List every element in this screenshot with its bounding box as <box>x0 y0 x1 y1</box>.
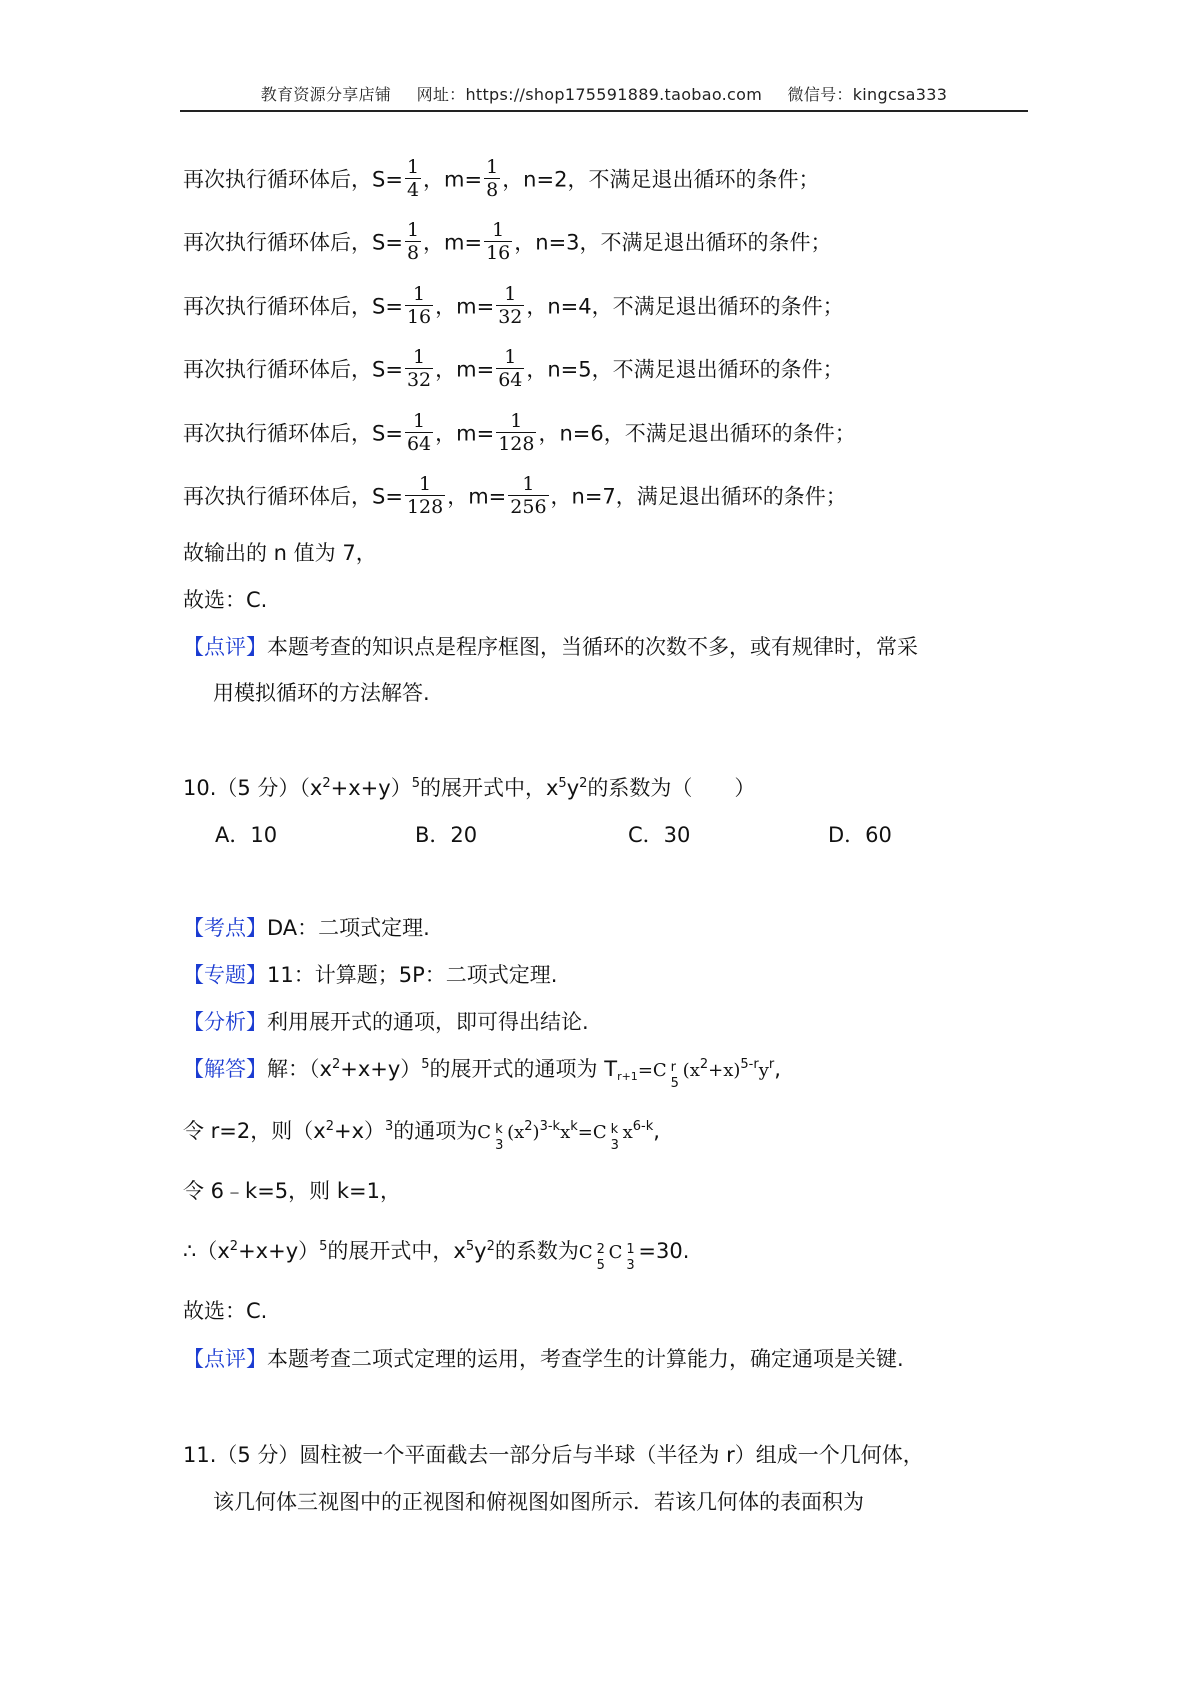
s-fraction: $\frac{1}{64}$ <box>406 410 432 455</box>
loop-step: 再次执行循环体后，S= $\frac{1}{128}$ ，m= $\frac{1}{256}$ ，n=7，满足退出循环的条件； <box>183 473 847 518</box>
option-d[interactable]: D．60 <box>828 823 892 847</box>
jieda: 【解答】解：$(x^2+x+y)^5$的展开式的通项为 Tr+1=C r 5 $(x^2+x)^{5-r}y^r$, <box>183 1057 781 1091</box>
loop-step: 再次执行循环体后，S= $\frac{1}{8}$ ，m= $\frac{1}{16}$ ，n=3，不满足退出循环的条件； <box>183 219 832 264</box>
q10-stem: 10.（5 分）$(x^2+x+y)^5$的展开式中，$x^5y^2$的系数为（ ） <box>183 776 756 800</box>
loop-step: 再次执行循环体后，S= $\frac{1}{16}$ ，m= $\frac{1}{32}$ ，n=4，不满足退出循环的条件； <box>183 283 844 328</box>
option-b[interactable]: B．20 <box>415 823 478 847</box>
option-a[interactable]: A．10 <box>215 823 278 847</box>
step-3: 令 6﹣k=5，则 k=1， <box>183 1179 401 1203</box>
s-fraction: $\frac{1}{128}$ <box>406 473 444 518</box>
q9-choice: 故选：C. <box>183 588 268 612</box>
loop-step: 再次执行循环体后，S= $\frac{1}{64}$ ，m= $\frac{1}{128}$ ，n=6，不满足退出循环的条件； <box>183 410 856 455</box>
step-2: 令 r=2，则$(x^2+x)^3$的通项为C k 3 $(x^2)^{3-k}x^k=C$ k 3 $x^{6-k}$, <box>183 1119 660 1153</box>
wechat-id: 微信号：kingcsa333 <box>787 85 948 104</box>
m-fraction: $\frac{1}{64}$ <box>498 346 523 391</box>
q9-output: 故输出的 n 值为 7， <box>183 541 377 565</box>
m-fraction: $\frac{1}{8}$ <box>486 156 499 201</box>
q9-review <box>183 632 918 662</box>
review-text: 本题考查的知识点是程序框图，当循环的次数不多，或有规律时，常采 <box>267 635 918 659</box>
kaodian: 【考点】DA：二项式定理. <box>183 916 430 940</box>
zhuanti: 【专题】11：计算题；5P：二项式定理. <box>183 963 558 987</box>
s-fraction: $\frac{1}{4}$ <box>406 156 420 201</box>
loop-step: 再次执行循环体后，S= $\frac{1}{32}$ ，m= $\frac{1}{64}$ ，n=5，不满足退出循环的条件； <box>183 346 844 391</box>
q9-review-cont: 用模拟循环的方法解答. <box>213 681 430 705</box>
review-tag: 【点评】 <box>183 635 267 659</box>
q10-choice: 故选：C. <box>183 1299 268 1323</box>
option-c[interactable]: C．30 <box>628 823 691 847</box>
q11-stem-1: 11.（5 分）圆柱被一个平面截去一部分后与半球（半径为 r）组成一个几何体， <box>183 1443 924 1467</box>
m-fraction: $\frac{1}{32}$ <box>498 283 523 328</box>
s-fraction: $\frac{1}{8}$ <box>406 219 420 264</box>
m-fraction: $\frac{1}{256}$ <box>510 473 547 518</box>
shop-name: 教育资源分享店铺 <box>260 85 392 104</box>
shop-url[interactable]: 网址：https://shop175591889.taobao.com <box>416 85 763 104</box>
m-fraction: $\frac{1}{16}$ <box>486 219 511 264</box>
header-divider <box>180 110 1028 112</box>
s-fraction: $\frac{1}{32}$ <box>406 346 432 391</box>
s-fraction: $\frac{1}{16}$ <box>406 283 432 328</box>
q10-review: 【点评】本题考查二项式定理的运用，考查学生的计算能力，确定通项是关键. <box>183 1347 904 1371</box>
m-fraction: $\frac{1}{128}$ <box>498 410 535 455</box>
fenxi: 【分析】利用展开式的通项，即可得出结论. <box>183 1010 589 1034</box>
loop-step: 再次执行循环体后，S= $\frac{1}{4}$ ，m= $\frac{1}{8}$ ，n=2，不满足退出循环的条件； <box>183 156 820 201</box>
page-header <box>180 82 1028 105</box>
step-4: $\therefore(x^2+x+y)^5$的展开式中，$x^5y^2$的系数为C 2 5 C 1 3 =30. <box>183 1239 690 1273</box>
q11-stem-2: 该几何体三视图中的正视图和俯视图如图所示．若该几何体的表面积为 <box>213 1490 864 1514</box>
